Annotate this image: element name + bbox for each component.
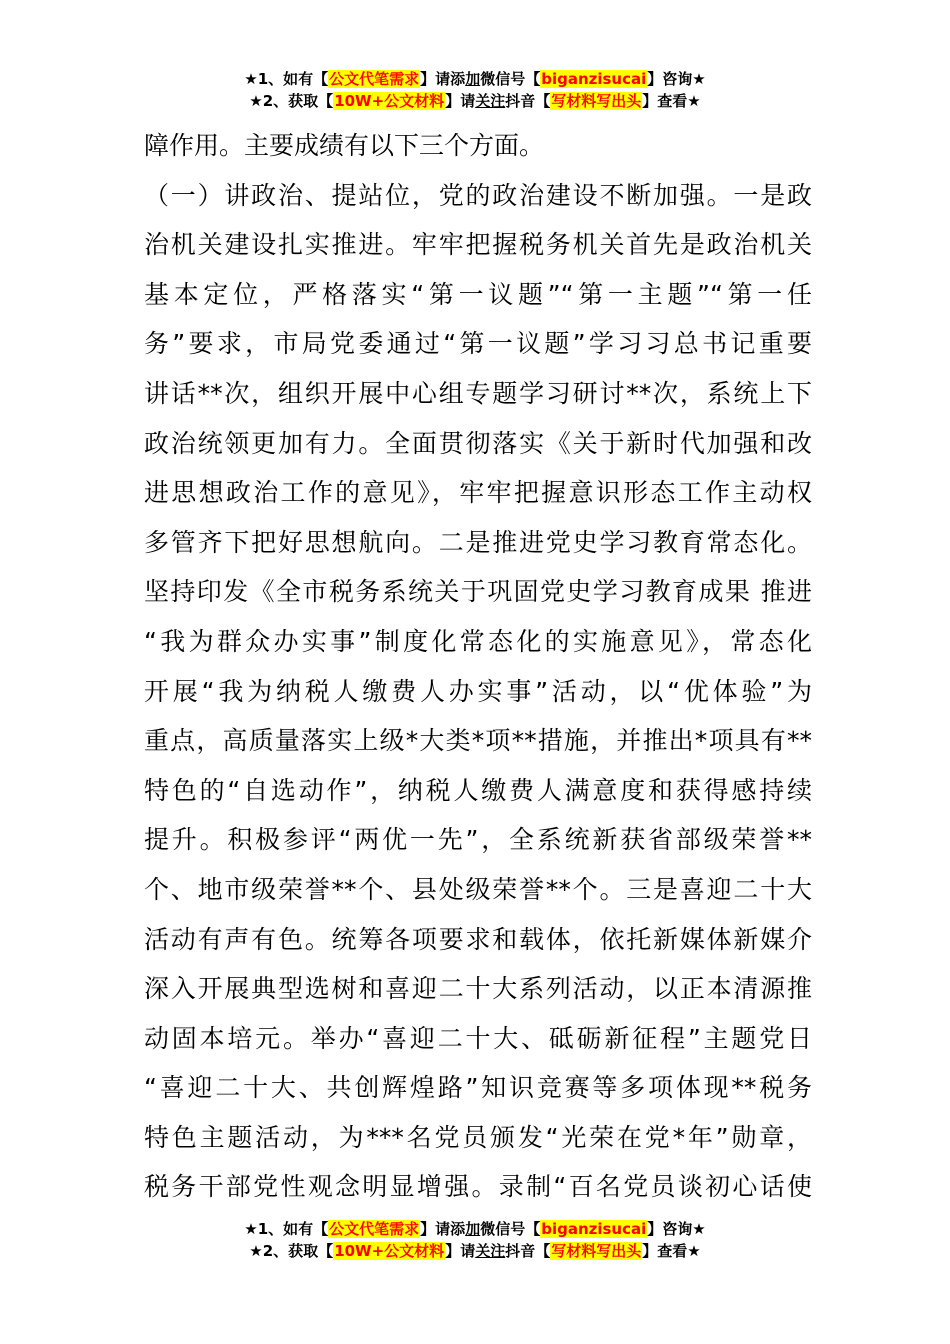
text-line: 特色的“自选动作”，纳税人缴费人满意度和获得感持续	[144, 775, 812, 805]
text-line: 个、地市级荣誉**个、县处级荣誉**个。三是喜迎二十大	[144, 874, 812, 904]
text-line: 多管齐下把好思想航向。二是推进党史学习教育常态化。	[144, 527, 812, 557]
highlight-tag: 公文代笔需求	[329, 1220, 420, 1238]
text-line: 特色主题活动，为***名党员颁发“光荣在党*年”勋章，	[144, 1122, 812, 1152]
text-line: 讲话**次，组织开展中心组专题学习研讨**次，系统上下	[144, 378, 812, 408]
text-line: 障作用。主要成绩有以下三个方面。	[144, 131, 545, 160]
text-line: 治机关建设扎实推进。牢牢把握税务机关首先是政治机关	[144, 230, 812, 260]
text-line: 基本定位，严格落实“第一议题”“第一主题”“第一任	[144, 279, 812, 309]
douyin-account: 写材料写出头	[551, 1242, 642, 1260]
highlight-tag: 公文代笔需求	[329, 70, 420, 88]
highlight-tag: 10W+公文材料	[334, 92, 445, 110]
text-line: 坚持印发《全市税务系统关于巩固党史学习教育成果 推进	[144, 577, 812, 607]
text-line: （一）讲政治、提站位，党的政治建设不断加强。一是政	[144, 180, 812, 210]
text-line: 政治统领更加有力。全面贯彻落实《关于新时代加强和改	[144, 428, 812, 458]
wechat-id: biganzisucai	[541, 70, 647, 88]
banner-line-1: ★1、如有【公文代笔需求】请添加微信号【biganzisucai】咨询★	[244, 1220, 706, 1238]
document-body	[144, 121, 812, 1212]
text-line: 提升。积极参评“两优一先”，全系统新获省部级荣誉**	[144, 825, 812, 855]
text-line: 重点，高质量落实上级*大类*项**措施，并推出*项具有**	[144, 726, 812, 756]
text-line: “我为群众办实事”制度化常态化的实施意见》，常态化	[144, 626, 812, 656]
banner-line-2: ★2、获取【10W+公文材料】请关注抖音【写材料写出头】查看★	[249, 92, 701, 110]
wechat-id: biganzisucai	[541, 1220, 647, 1238]
banner-line-2: ★2、获取【10W+公文材料】请关注抖音【写材料写出头】查看★	[249, 1242, 701, 1260]
text-line: 税务干部党性观念明显增强。录制“百名党员谈初心话使	[144, 1172, 812, 1202]
text-line: 进思想政治工作的意见》，牢牢把握意识形态工作主动权	[144, 478, 812, 508]
footer-banner	[0, 1218, 950, 1262]
text-line: “喜迎二十大、共创辉煌路”知识竞赛等多项体现**税务	[144, 1073, 812, 1103]
header-banner	[0, 68, 950, 112]
text-line: 深入开展典型选树和喜迎二十大系列活动，以正本清源推	[144, 974, 812, 1004]
text-line: 务”要求，市局党委通过“第一议题”学习习总书记重要	[144, 329, 812, 359]
text-line: 动固本培元。举办“喜迎二十大、砥砺新征程”主题党日	[144, 1023, 812, 1053]
douyin-account: 写材料写出头	[551, 92, 642, 110]
text-line: 活动有声有色。统筹各项要求和载体，依托新媒体新媒介	[144, 924, 812, 954]
banner-line-1: ★1、如有【公文代笔需求】请添加微信号【biganzisucai】咨询★	[244, 70, 706, 88]
text-line: 开展“我为纳税人缴费人办实事”活动，以“优体验”为	[144, 676, 812, 706]
highlight-tag: 10W+公文材料	[334, 1242, 445, 1260]
